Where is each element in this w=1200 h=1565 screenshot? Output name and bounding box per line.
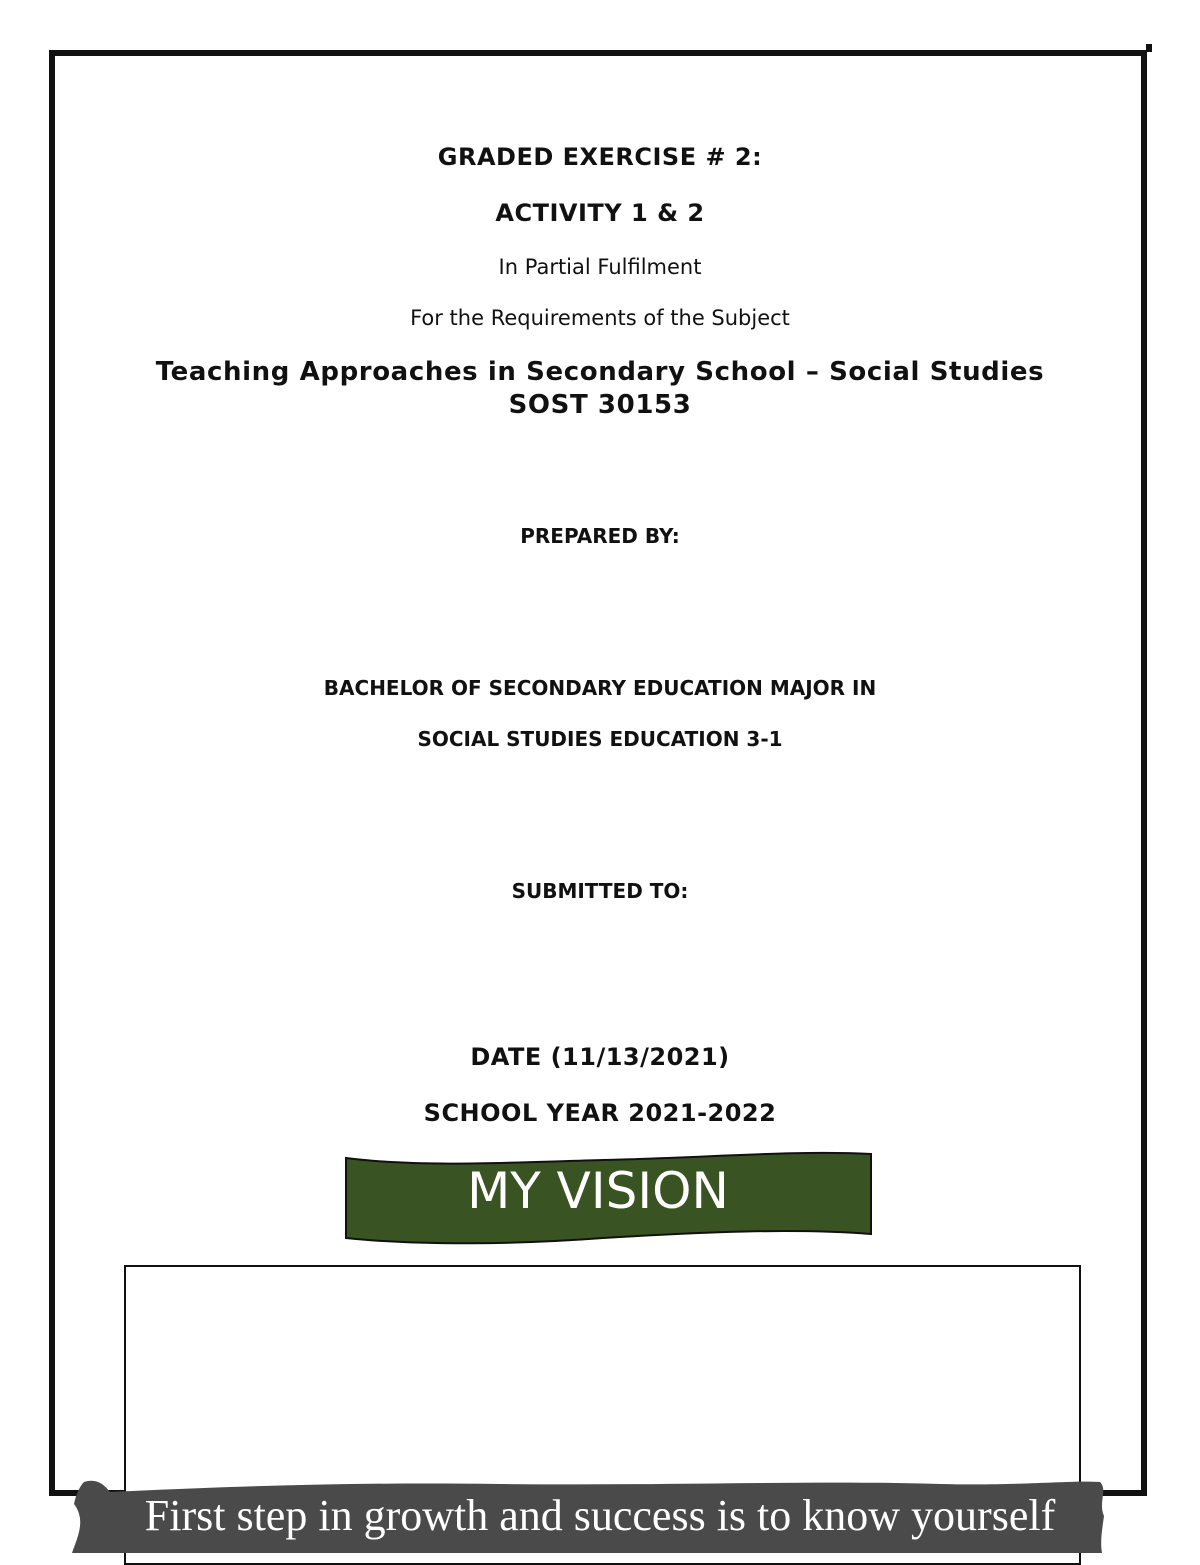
partial-fulfilment-text: In Partial Fulfilment: [498, 255, 702, 279]
submission-date: DATE (11/13/2021): [470, 1043, 730, 1071]
course-code: SOST 30153: [508, 390, 692, 420]
program-line-2: SOCIAL STUDIES EDUCATION 3-1: [417, 727, 783, 751]
page-border-corner: [1146, 44, 1152, 52]
motto-text: First step in growth and success is to know yourself: [144, 1491, 1056, 1540]
activity-title: ACTIVITY 1 & 2: [495, 199, 705, 227]
submitted-to-label: SUBMITTED TO:: [511, 879, 689, 903]
prepared-by-label: PREPARED BY:: [520, 524, 680, 548]
program-line-1: BACHELOR OF SECONDARY EDUCATION MAJOR IN: [323, 676, 877, 700]
vision-banner: [343, 1148, 875, 1248]
motto-banner: [40, 1476, 1160, 1553]
subject-title: Teaching Approaches in Secondary School – Social Studies: [155, 357, 1045, 387]
exercise-title: GRADED EXERCISE # 2:: [437, 143, 763, 171]
school-year: SCHOOL YEAR 2021-2022: [423, 1099, 777, 1127]
vision-heading: MY VISION: [467, 1162, 729, 1220]
requirements-text: For the Requirements of the Subject: [410, 306, 790, 330]
